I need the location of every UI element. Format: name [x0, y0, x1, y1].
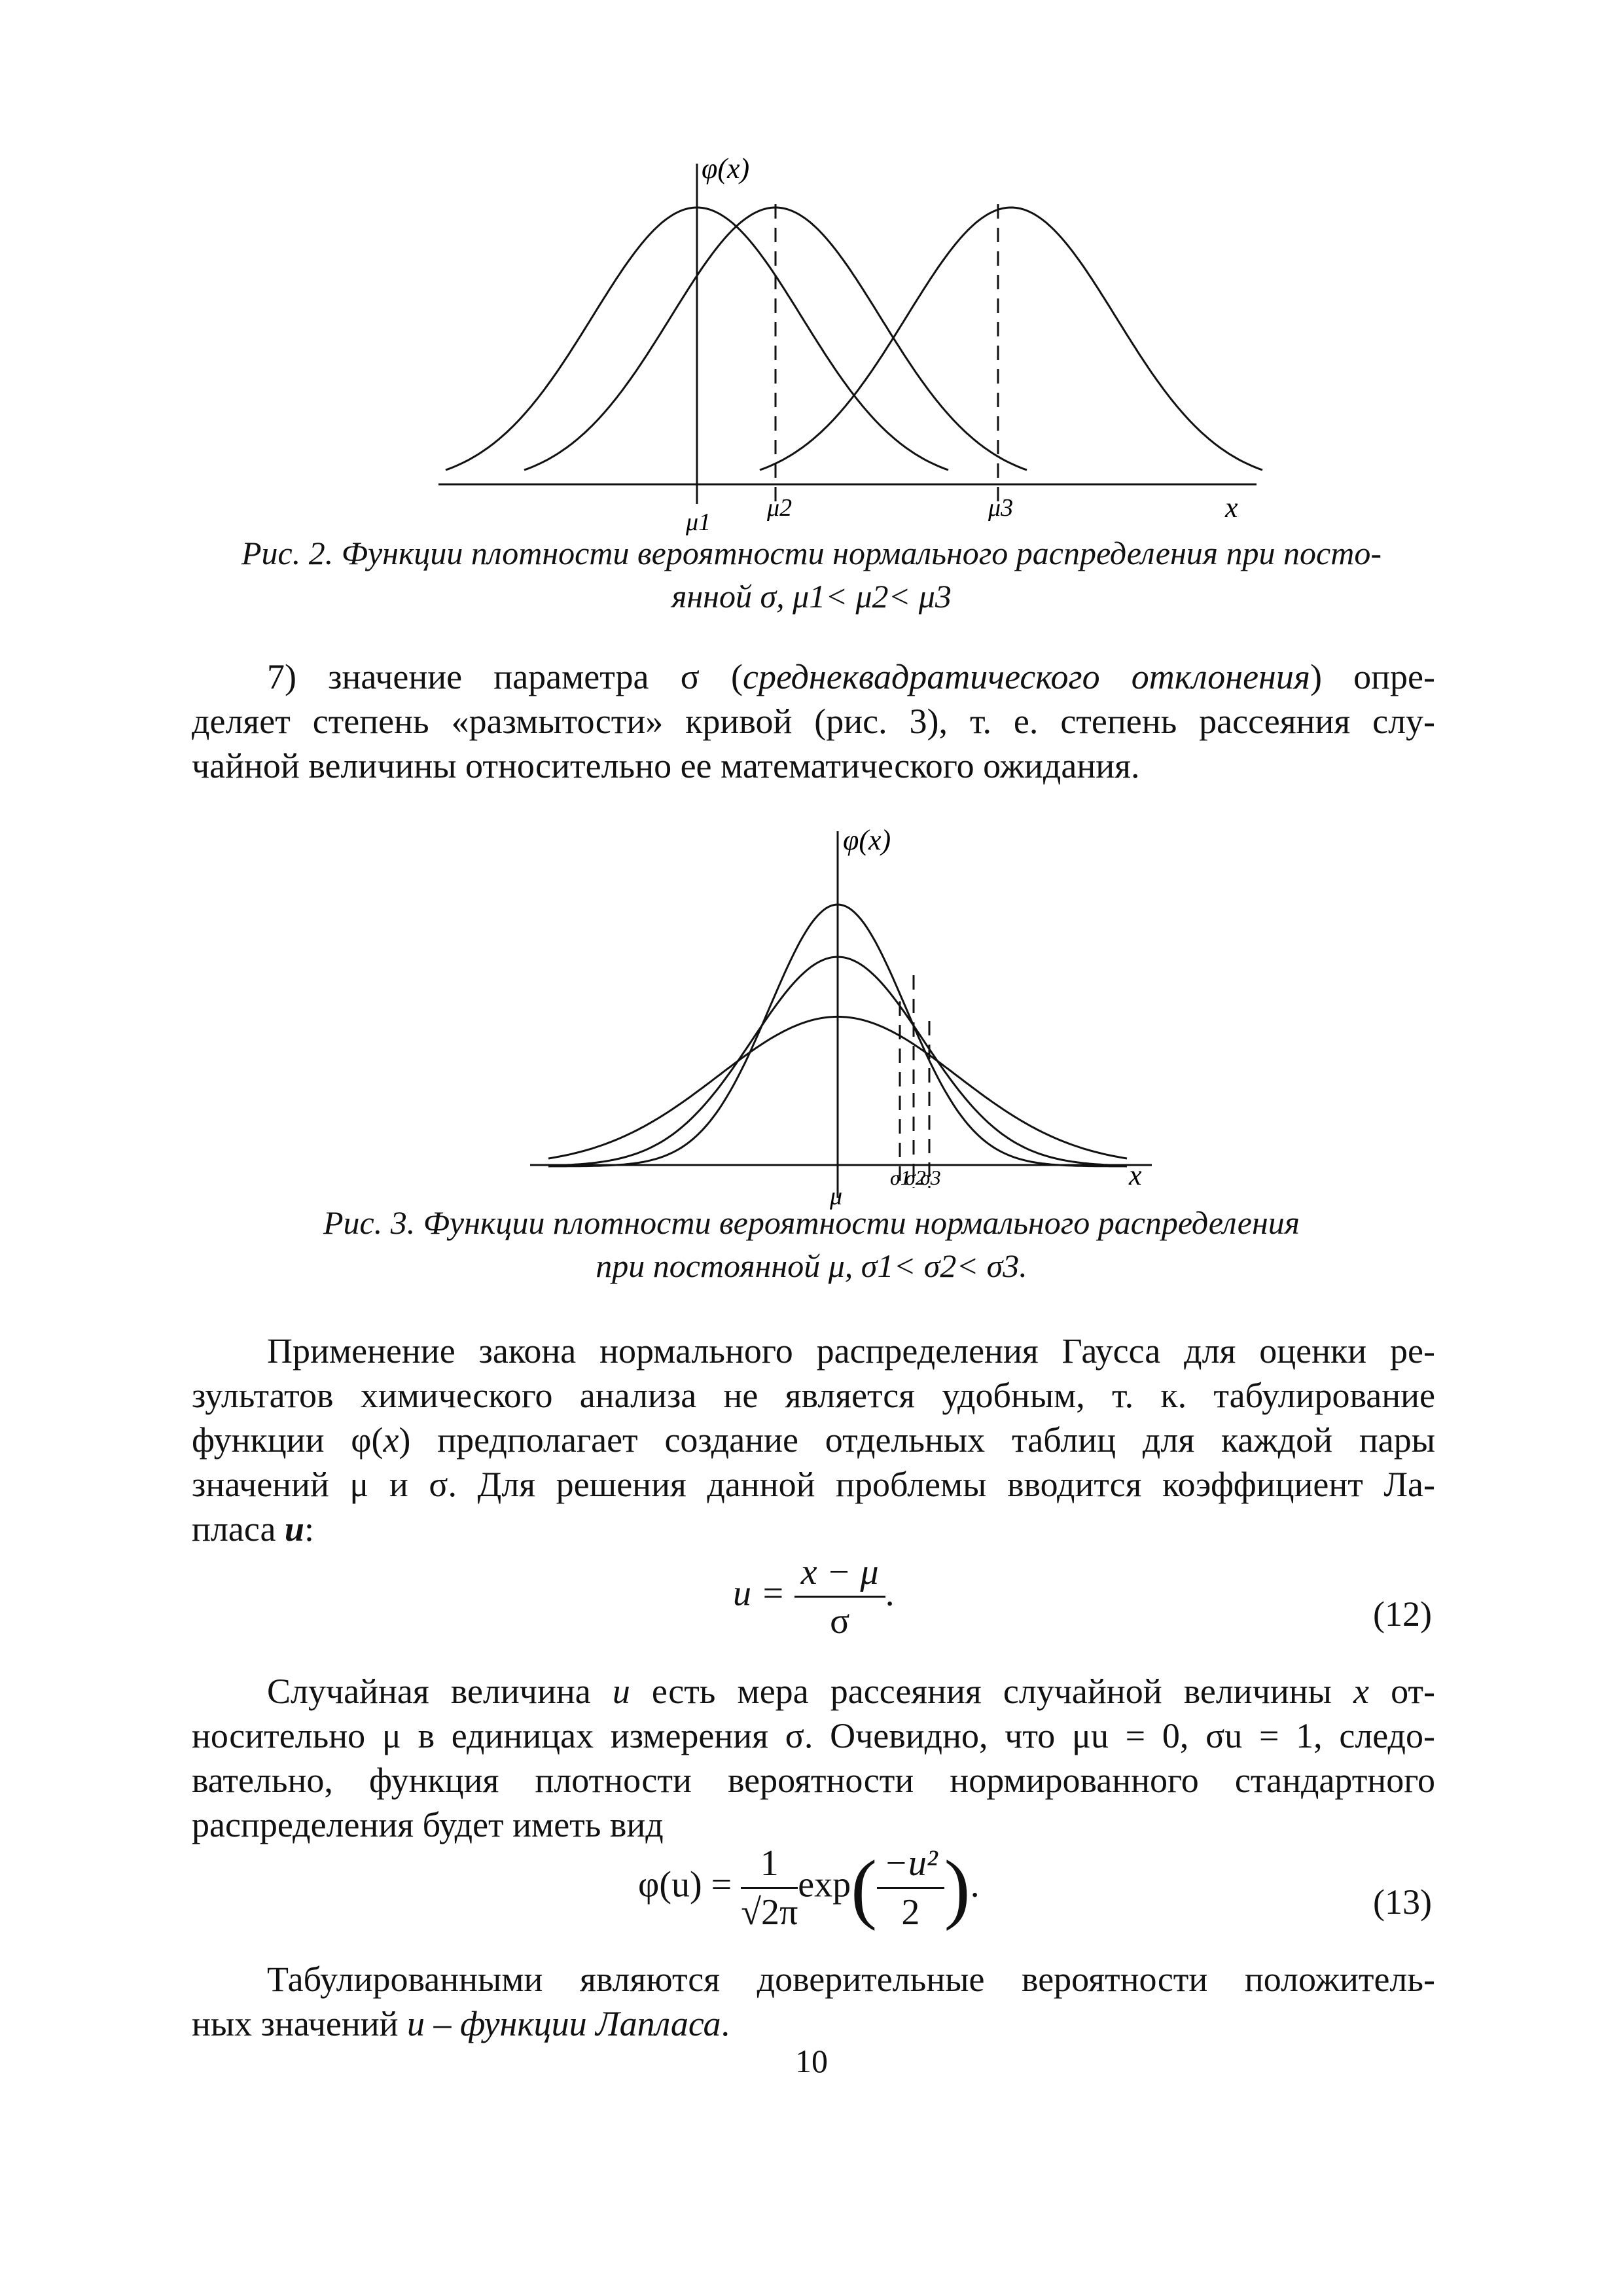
gauss-line1: Применение закона нормального распределения Гаусса для оценки ре-	[267, 1331, 1435, 1371]
para7-line1: 7) значение параметра σ (среднеквадратического отклонения) опре-	[267, 657, 1435, 696]
eq12-fraction	[794, 1551, 885, 1642]
random-line2: носительно μ в единицах измерения σ. Очевидно, что μu = 0, σu = 1, следо-	[192, 1716, 1435, 1755]
page-number: 10	[795, 2043, 828, 2079]
figure-2-curve-μ3	[760, 207, 1262, 470]
paragraph-tabulated	[192, 1957, 1435, 2046]
figure-2-x-label: x	[1225, 492, 1238, 524]
eq13-numerator: 1	[741, 1842, 798, 1889]
gauss-line4: значений μ и σ. Для решения данной проблемы вводится коэффициент Ла-	[192, 1465, 1435, 1504]
paragraph-sigma	[192, 655, 1435, 788]
eq13-left-paren: (	[851, 1844, 878, 1931]
tab-line1: Табулированными являются доверительные вероятности положитель-	[267, 1960, 1435, 1999]
eq13-exp: exp	[798, 1864, 851, 1905]
gauss-line5: пласа u:	[192, 1509, 314, 1549]
equation-12-number: (12)	[1373, 1594, 1432, 1634]
eq13-right-paren: )	[944, 1844, 971, 1931]
figure-3-y-label: φ(x)	[843, 824, 891, 856]
figure-2-caption	[196, 531, 1427, 618]
figure-3-caption-line1: Рис. 3. Функции плотности вероятности нормального распределения	[323, 1204, 1300, 1241]
para7-line3: чайной величины относительно ее математического ожидания.	[192, 746, 1140, 785]
gauss-line2: зультатов химического анализа не является удобным, т. к. табулирование	[192, 1376, 1435, 1415]
eq12-numerator: x − μ	[794, 1551, 885, 1598]
figure-2-caption-line1: Рис. 2. Функции плотности вероятности нормального распределения при посто-	[241, 535, 1382, 571]
paragraph-gauss	[192, 1329, 1435, 1551]
figure-2-y-label: φ(x)	[702, 152, 750, 185]
figure-2-chart	[419, 144, 1270, 537]
eq12-denominator: σ	[830, 1601, 850, 1641]
tab-line2: ных значений u – функции Лапласа.	[192, 2004, 730, 2043]
figure-3-sigma3-label: σ3	[920, 1166, 941, 1189]
eq13-fraction	[741, 1842, 798, 1933]
figure-3-mu-label: μ	[830, 1183, 843, 1210]
equation-13-number: (13)	[1373, 1882, 1432, 1922]
figure-3-caption	[196, 1201, 1427, 1287]
paragraph-random	[192, 1669, 1435, 1847]
figure-2-tick-mu3: μ3	[988, 494, 1014, 522]
eq13-lhs: φ(u) =	[638, 1864, 732, 1905]
eq13-inner-fraction	[877, 1842, 944, 1933]
figure-3-sigma2-label: σ2	[905, 1166, 926, 1189]
eq13-inner-numerator: −u²	[877, 1842, 944, 1889]
eq13-inner-denominator: 2	[901, 1892, 920, 1933]
random-line1: Случайная величина u есть мера рассеяния случайной величины x от-	[267, 1672, 1435, 1711]
figure-2-curves	[446, 207, 1262, 470]
figure-3-caption-line2: при постоянной μ, σ1< σ2< σ3.	[596, 1247, 1027, 1284]
eq13-tail: .	[970, 1864, 980, 1905]
figure-2-tick-mu1: μ1	[686, 509, 711, 536]
random-line3: вательно, функция плотности вероятности нормированного стандартного	[192, 1761, 1435, 1800]
figure-2-caption-line2: янной σ, μ1< μ2< μ3	[671, 578, 952, 615]
equation-13	[638, 1842, 980, 1933]
eq13-denominator: √2π	[741, 1892, 798, 1933]
eq12-lhs: u =	[733, 1573, 785, 1614]
figure-3-x-label: x	[1129, 1159, 1142, 1191]
equation-12	[733, 1551, 895, 1642]
figure-3-chart	[524, 818, 1178, 1211]
figure-3-sigma1-label: σ1	[890, 1166, 911, 1189]
figure-2-tick-mu2: μ2	[767, 494, 793, 522]
random-line4: распределения будет иметь вид	[192, 1805, 664, 1844]
eq12-tail: .	[885, 1573, 895, 1614]
para7-line2: деляет степень «размытости» кривой (рис. 3), т. е. степень рассеяния слу-	[192, 702, 1435, 741]
gauss-line3: функции φ(x) предполагает создание отдельных таблиц для каждой пары	[192, 1420, 1436, 1460]
